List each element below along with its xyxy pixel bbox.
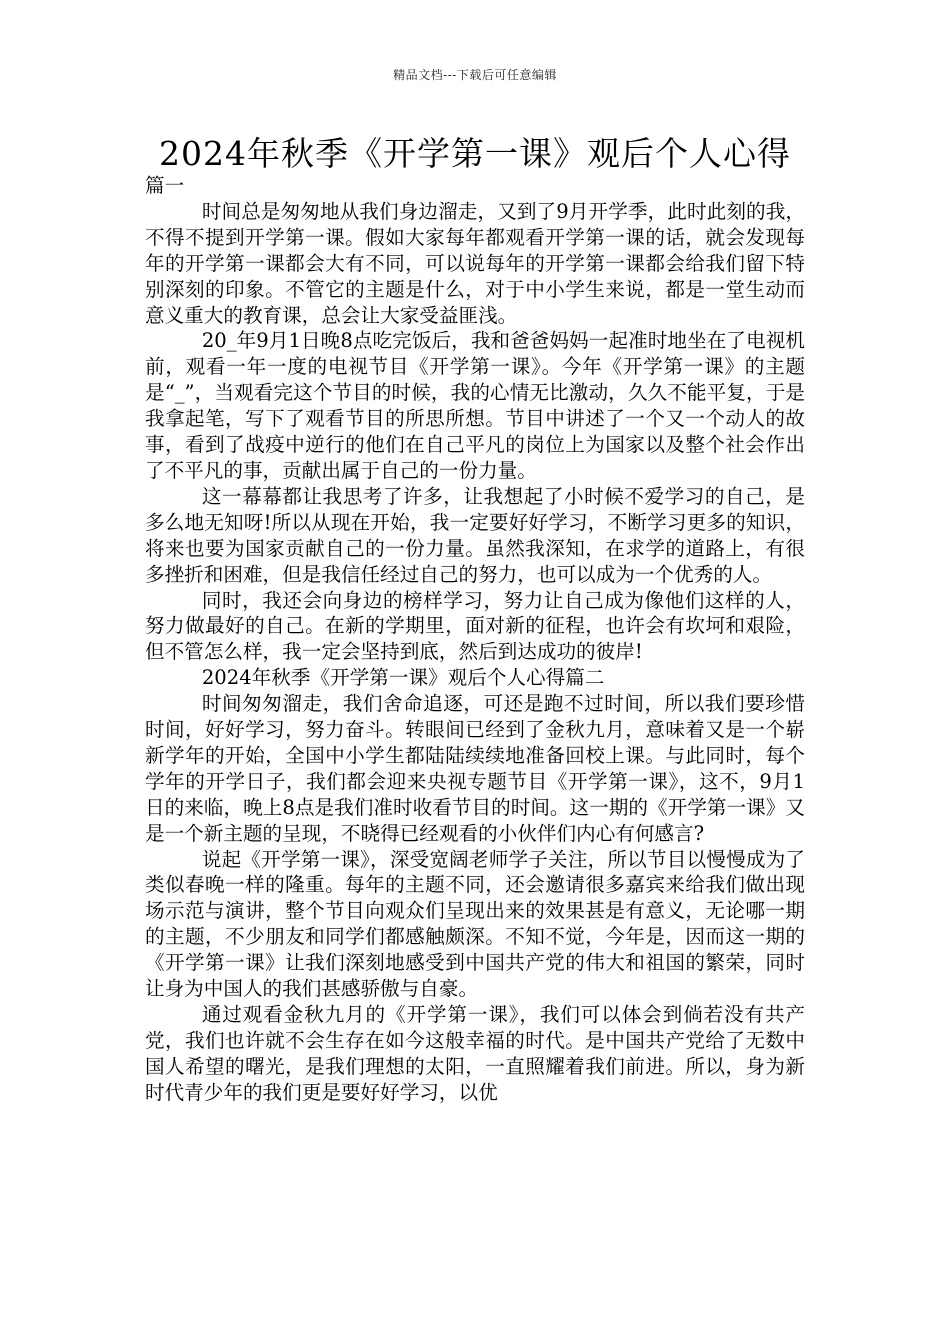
paragraph: 时间匆匆溜走，我们舍命追逐，可还是跑不过时间，所以我们要珍惜时间，好好学习，努力奋斗。转眼间已经到了金秋九月，意味着又是一个崭新学年的开始，全国中小学生都陆陆续续地准备回校上课。与此同时，每个学年的开学日子，我们都会迎来央视专题节目《开学第一课》，这不，9月1日的来临，晚上8点是我们准时收看节目的时间。这一期的《开学第一课》又是一个新主题的呈现，不晓得已经观看的小伙伴们内心有何感言? [145, 692, 805, 845]
paragraph: 20_年9月1日晚8点吃完饭后，我和爸爸妈妈一起准时地坐在了电视机前，观看一年一度的电视节目《开学第一课》。今年《开学第一课》的主题是“_”，当观看完这个节目的时候，我的心情无比激动，久久不能平复，于是我拿起笔，写下了观看节目的所思所想。节目中讲述了一个又一个动人的故事，看到了战疫中逆行的他们在自己平凡的岗位上为国家以及整个社会作出了不平凡的事，贡献出属于自己的一份力量。 [145, 329, 805, 482]
page-title: 2024年秋季《开学第一课》观后个人心得 [159, 134, 791, 173]
paragraph: 说起《开学第一课》，深受宽阔老师学子关注，所以节目以慢慢成为了类似春晚一样的隆重。每年的主题不同，还会邀请很多嘉宾来给我们做出现场示范与演讲，整个节目向观众们呈现出来的效果甚是有意义，无论哪一期的主题，不少朋友和同学们都感触颇深。不知不觉，今年是，因而这一期的《开学第一课》让我们深刻地感受到中国共产党的伟大和祖国的繁荣，同时让身为中国人的我们甚感骄傲与自豪。 [145, 847, 805, 1001]
paragraph: 通过观看金秋九月的《开学第一课》，我们可以体会到倘若没有共产党，我们也许就不会生存在如今这般幸福的时代。是中国共产党给了无数中国人希望的曙光，是我们理想的太阳，一直照耀着我们前进。所以，身为新时代青少年的我们更是要好好学习，以优 [145, 1003, 805, 1104]
document-body [145, 173, 805, 1106]
section-heading: 2024年秋季《开学第一课》观后个人心得篇二 [201, 666, 605, 690]
paragraph: 时间总是匆匆地从我们身边溜走，又到了9月开学季，此时此刻的我，不得不提到开学第一课。假如大家每年都观看开学第一课的话，就会发现每年的开学第一课都会大有不同，可以说每年的开学第一课都会给我们留下特别深刻的印象。不管它的主题是什么，对于中小学生来说，都是一堂生动而意义重大的教育课，总会让大家受益匪浅。 [145, 199, 805, 327]
section-label: 篇一 [145, 174, 185, 197]
header-note: 精品文档---下载后可任意编辑 [393, 68, 557, 82]
paragraph: 同时，我还会向身边的榜样学习，努力让自己成为像他们这样的人，努力做最好的自己。在新的学期里，面对新的征程，也许会有坎坷和艰险，但不管怎么样，我一定会坚持到底，然后到达成功的彼岸! [145, 588, 805, 664]
paragraph: 这一幕幕都让我思考了许多，让我想起了小时候不爱学习的自己，是多么地无知呀!所以从现在开始，我一定要好好学习，不断学习更多的知识，将来也要为国家贡献自己的一份力量。虽然我深知，在求学的道路上，有很多挫折和困难，但是我信任经过自己的努力，也可以成为一个优秀的人。 [145, 484, 805, 586]
